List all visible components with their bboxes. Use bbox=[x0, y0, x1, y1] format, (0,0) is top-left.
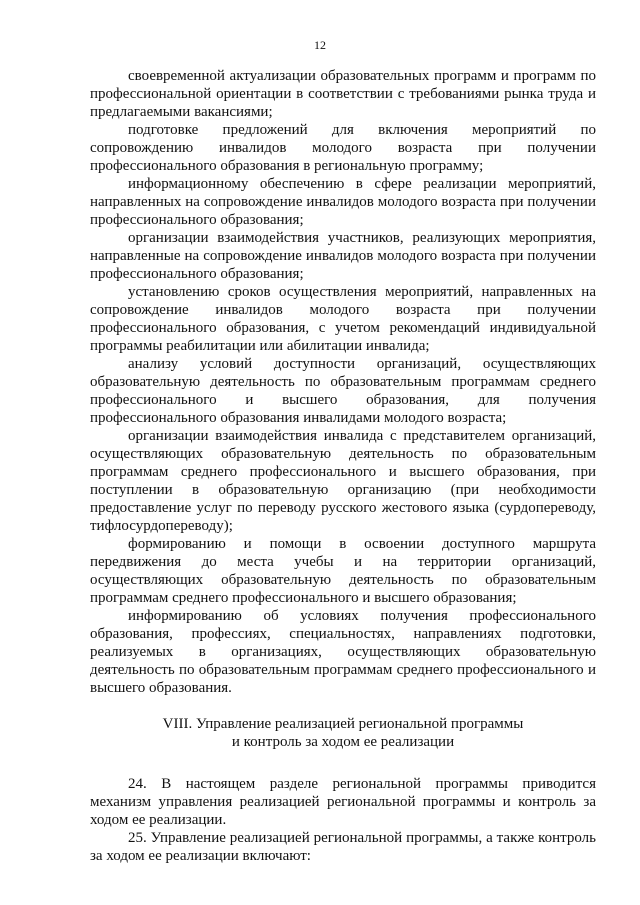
paragraph: 25. Управление реализацией региональной программы, а также контроль за ходом ее реализации включают: bbox=[90, 830, 596, 864]
paragraph: организации взаимодействия участников, реализующих мероприятия, направленные на сопровождение инвалидов молодого возраста при получении профессионального образования; bbox=[90, 230, 596, 282]
paragraph: своевременной актуализации образовательных программ и программ по профессиональной ориентации в соответствии с требованиями рынка труда и предлагаемыми вакансиями; bbox=[90, 68, 596, 120]
document-body bbox=[90, 67, 596, 865]
page-number: 12 bbox=[314, 38, 326, 52]
section-heading-line: VIII. Управление реализацией региональной программы bbox=[162, 716, 524, 732]
paragraph: информированию об условиях получения профессионального образования, профессиях, специальностях, направлениях подготовки, реализуемых в организациях, осуществляющих образовательную деятельность по образовательным программам среднего профессионального и высшего образования. bbox=[90, 608, 596, 696]
section-heading bbox=[90, 715, 596, 751]
paragraph: установлению сроков осуществления мероприятий, направленных на сопровождение инвалидов молодого возраста при получении профессионального образования, с учетом рекомендаций индивидуальной программы реабилитации или абилитации инвалида; bbox=[90, 284, 596, 354]
paragraph: информационному обеспечению в сфере реализации мероприятий, направленных на сопровождение инвалидов молодого возраста при получении профессионального образования; bbox=[90, 176, 596, 228]
section-heading-line: и контроль за ходом ее реализации bbox=[231, 734, 455, 750]
paragraph: анализу условий доступности организаций, осуществляющих образовательную деятельность по образовательным программам среднего профессионального и высшего образования, для получения профессионального образования инвалидами молодого возраста; bbox=[90, 356, 596, 426]
paragraph: организации взаимодействия инвалида с представителем организаций, осуществляющих образовательную деятельность по образовательным программам среднего профессионального и высшего образования, при поступлении в образовательную организацию (при необходимости предоставление услуг по переводу русского жестового языка (сурдопереводу, тифлосурдопереводу); bbox=[90, 428, 596, 534]
paragraph: 24. В настоящем разделе региональной программы приводится механизм управления реализацией региональной программы и контроль за ходом ее реализации. bbox=[90, 776, 596, 828]
paragraph: формированию и помощи в освоении доступного маршрута передвижения до места учебы и на территории организаций, осуществляющих образовательную деятельность по образовательным программам среднего профессионального и высшего образования; bbox=[90, 536, 596, 606]
paragraph: подготовке предложений для включения мероприятий по сопровождению инвалидов молодого возраста при получении профессионального образования в региональную программу; bbox=[90, 122, 596, 174]
